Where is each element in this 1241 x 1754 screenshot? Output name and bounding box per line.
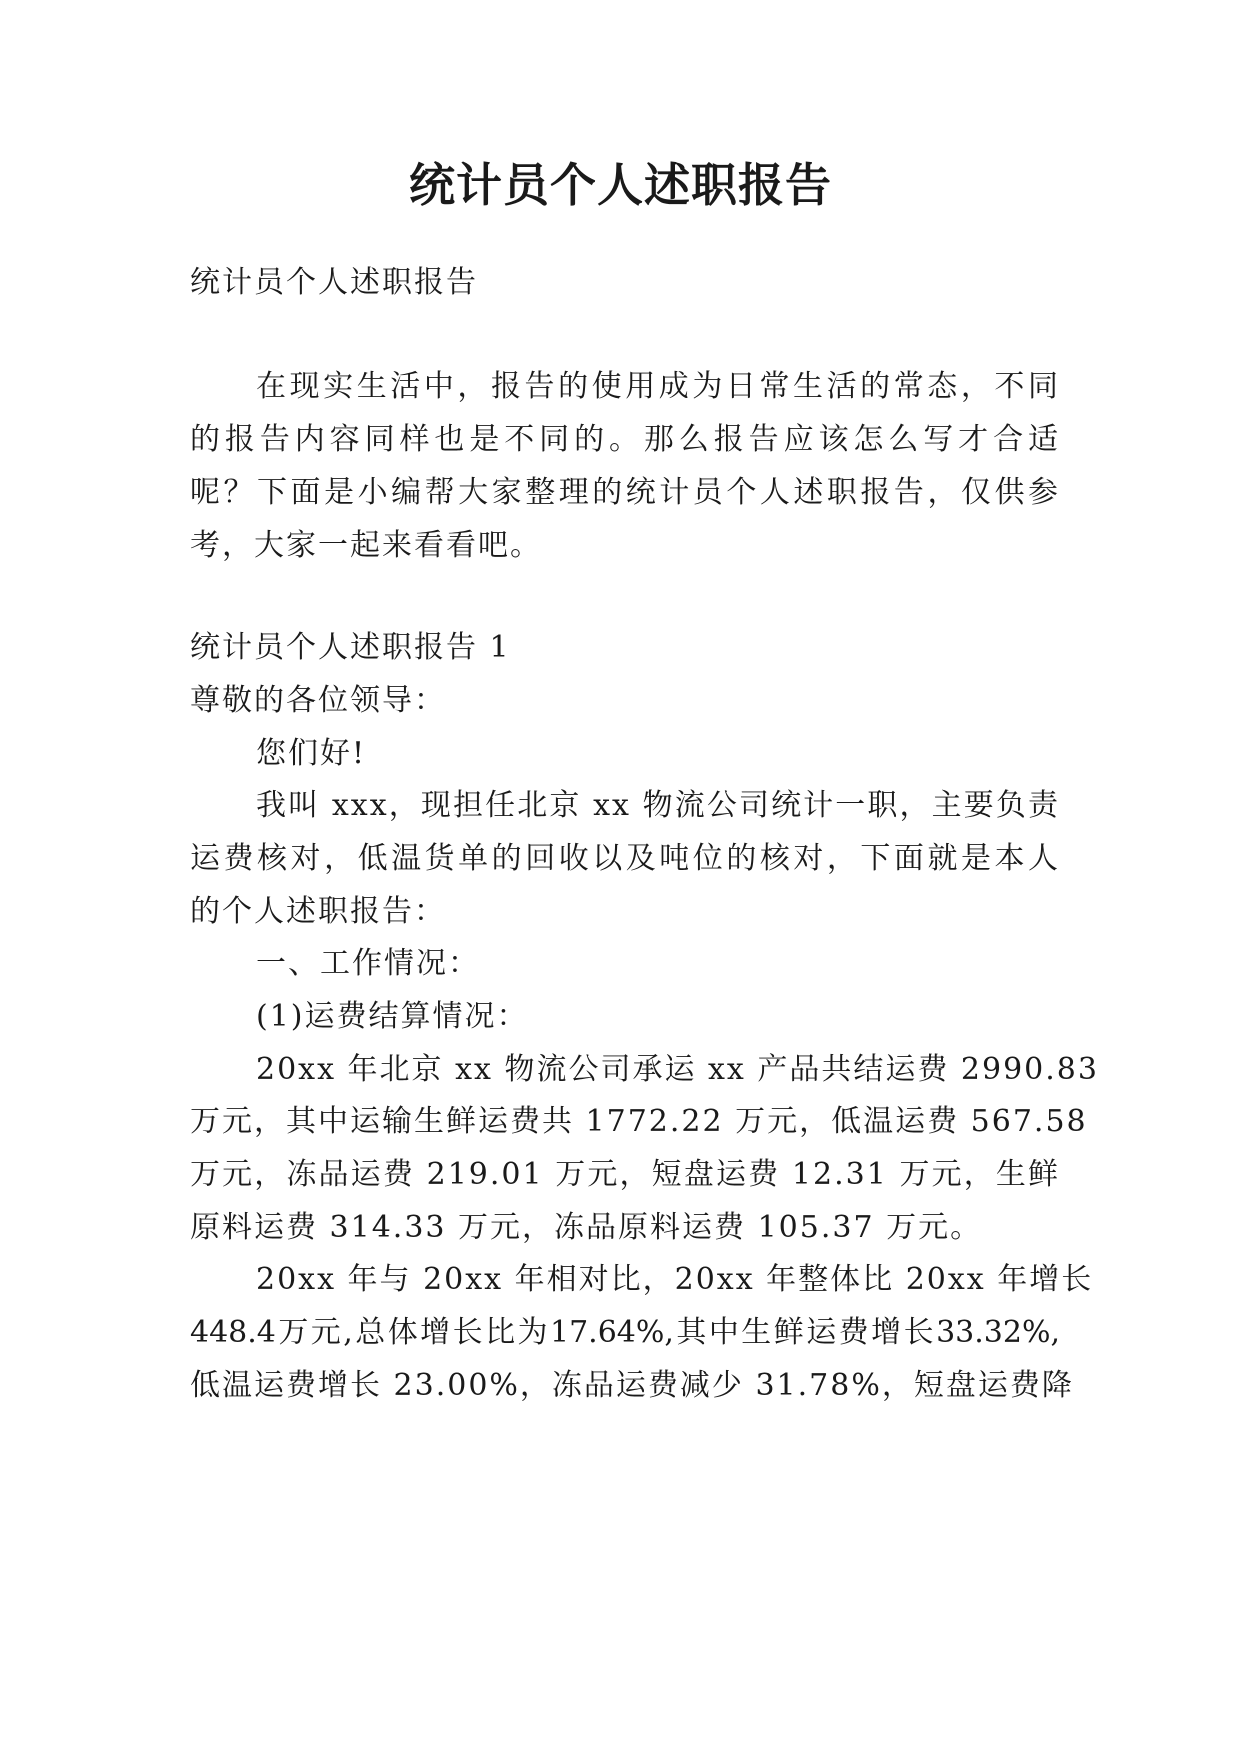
body-line: 一、工作情况： (256, 946, 480, 981)
greeting: 您们好! (256, 736, 367, 771)
body-line: 万元，其中运输生鲜运费共 1772.22 万元，低温运费 567.58 (190, 1104, 1088, 1139)
body-line: 万元，冻品运费 219.01 万元，短盘运费 12.31 万元，生鲜 (190, 1157, 1060, 1192)
body-line: 原料运费 314.33 万元，冻品原料运费 105.37 万元。 (190, 1210, 983, 1245)
document-title: 统计员个人述职报告 (409, 158, 832, 212)
body-line: 低温运费增长 23.00%，冻品运费减少 31.78%，短盘运费降 (190, 1368, 1074, 1403)
body-line: 20xx 年与 20xx 年相对比，20xx 年整体比 20xx 年增长 (256, 1262, 1094, 1297)
body-line: 运费核对，低温货单的回收以及吨位的核对，下面就是本人 (190, 841, 1060, 876)
salutation: 尊敬的各位领导： (190, 683, 446, 718)
document-subtitle: 统计员个人述职报告 (190, 265, 478, 300)
body-line: (1)运费结算情况： (256, 999, 529, 1034)
intro-line: 呢？下面是小编帮大家整理的统计员个人述职报告，仅供参 (190, 475, 1060, 510)
section-title: 统计员个人述职报告 1 (190, 630, 511, 665)
intro-line: 在现实生活中，报告的使用成为日常生活的常态，不同 (256, 369, 1060, 404)
body-line: 448.4万元,总体增长比为17.64%,其中生鲜运费增长33.32%, (190, 1315, 1060, 1350)
intro-line: 的报告内容同样也是不同的。那么报告应该怎么写才合适 (190, 422, 1060, 457)
body-line: 我叫 xxx，现担任北京 xx 物流公司统计一职，主要负责 (256, 788, 1060, 823)
body-line: 20xx 年北京 xx 物流公司承运 xx 产品共结运费 2990.83 (256, 1052, 1099, 1087)
intro-line: 考，大家一起来看看吧。 (190, 528, 542, 563)
body-line: 的个人述职报告： (190, 894, 446, 929)
